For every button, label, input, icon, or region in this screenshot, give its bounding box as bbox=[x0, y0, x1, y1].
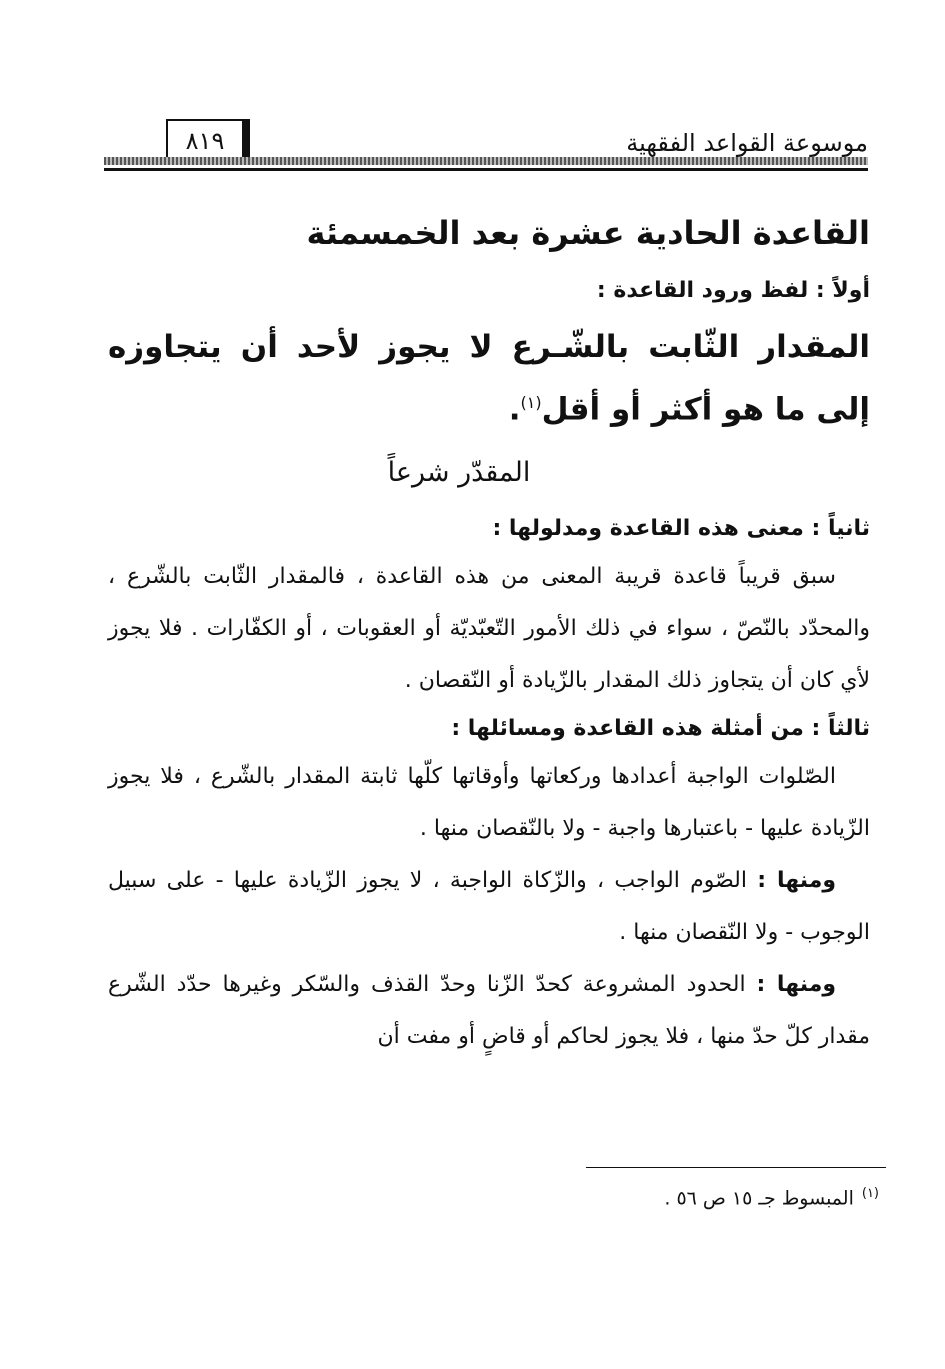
section-3-heading: ثالثاً : من أمثلة هذه القاعدة ومسائلها : bbox=[451, 716, 870, 742]
rule-footnote-ref: (١) bbox=[520, 393, 542, 412]
example-3 bbox=[108, 959, 870, 1063]
page-number: ٨١٩ bbox=[166, 119, 250, 163]
book-title: موسوعة القواعد الفقهية bbox=[626, 129, 868, 157]
example-2-text: الصّوم الواجب ، والزّكاة الواجبة ، لا يجوز الزّيادة عليها - على سبيل الوجوب - ولا النّقصان منها . bbox=[108, 868, 870, 946]
page-body bbox=[108, 205, 870, 1063]
example-3-text: الحدود المشروعة كحدّ الزّنا وحدّ القذف والسّكر وغيرها حدّد الشّرع مقدار كلّ حدّ منها ، فلا يجوز لحاكم أو قاضٍ أو مفت أن bbox=[108, 972, 870, 1050]
footnote-separator bbox=[586, 1167, 886, 1168]
example-2 bbox=[108, 855, 870, 959]
footnote-text: المبسوط جـ ١٥ ص ٥٦ . bbox=[664, 1187, 854, 1210]
rule-statement-end: . bbox=[508, 391, 521, 428]
header-rule-line bbox=[104, 168, 868, 171]
footnote-mark: (١) bbox=[861, 1186, 879, 1201]
header-rule-band bbox=[104, 157, 868, 165]
example-1: الصّلوات الواجبة أعدادها وركعاتها وأوقاتها كلّها ثابتة المقدار بالشّرع ، فلا يجوز الزّيادة عليها - باعتبارها واجبة - ولا بالنّقصان منها . bbox=[108, 764, 870, 842]
section-2-paragraph: سبق قريباً قاعدة قريبة المعنى من هذه القاعدة ، فالمقدار الثّابت بالشّرع ، والمحدّد بالنّصّ ، سواء في ذلك الأمور التّعبّديّة أو العقوبات ، أو الكفّارات . فلا يجوز لأي كان أن يتجاوز ذلك المقدار بالزّيادة أو النّقصان . bbox=[108, 564, 870, 694]
example-3-lead: ومنها : bbox=[756, 972, 836, 998]
footnote bbox=[664, 1186, 879, 1209]
rule-heading: القاعدة الحادية عشرة بعد الخمسمئة bbox=[306, 214, 870, 252]
example-2-lead: ومنها : bbox=[757, 868, 836, 894]
section-1-heading: أولاً : لفظ ورود القاعدة : bbox=[596, 278, 870, 303]
rule-subtitle: المقدّر شرعاً bbox=[387, 457, 531, 489]
rule-statement bbox=[108, 319, 870, 437]
rule-statement-text: المقدار الثّابت بالشّـرع لا يجوز لأحد أن يتجاوزه إلى ما هو أكثر أو أقل bbox=[108, 329, 870, 428]
page-header bbox=[104, 115, 868, 175]
section-2-heading: ثانياً : معنى هذه القاعدة ومدلولها : bbox=[492, 516, 870, 542]
